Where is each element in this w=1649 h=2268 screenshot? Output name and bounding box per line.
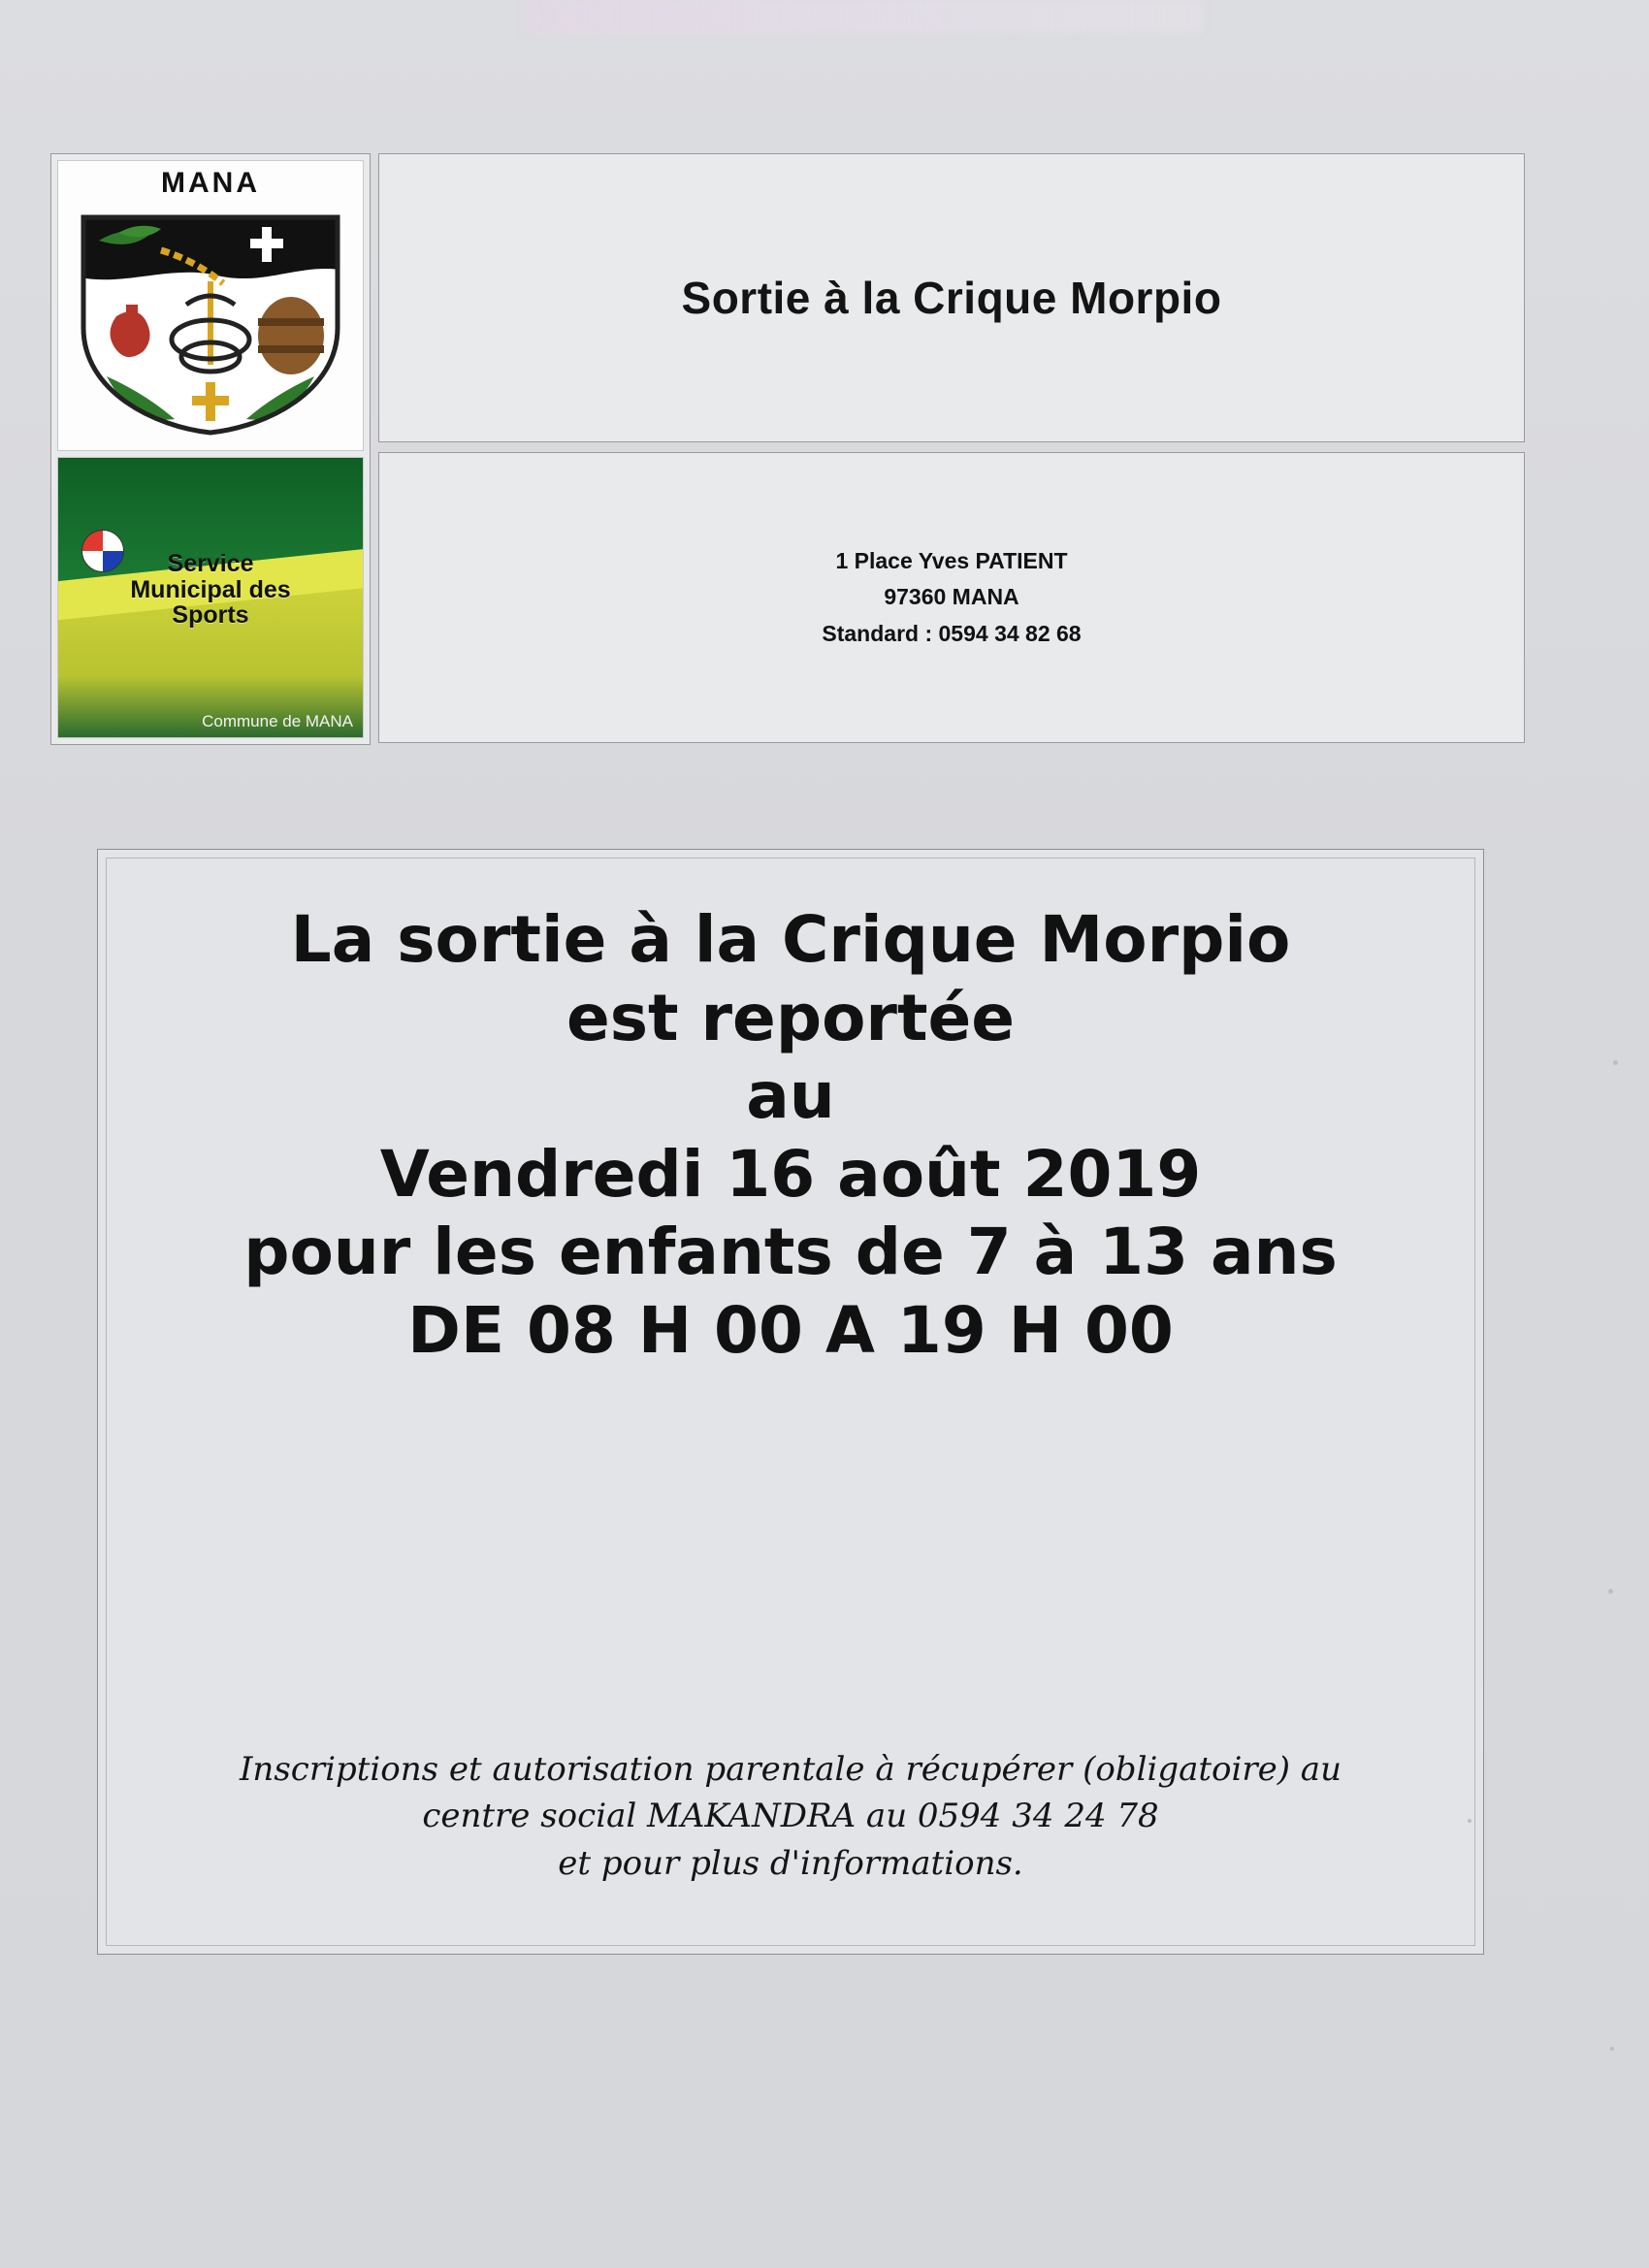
headline-line: pour les enfants de 7 à 13 ans (243, 1215, 1338, 1290)
address-line: Standard : 0594 34 82 68 (822, 620, 1082, 646)
spacer (146, 1370, 1436, 1746)
logo-commune: Commune de MANA (202, 712, 353, 730)
logo-line-2: Municipal des (130, 575, 291, 603)
header-right (378, 153, 1525, 745)
headline-line: Vendredi 16 août 2019 (379, 1136, 1202, 1212)
title-cell (378, 153, 1525, 442)
scan-speck (1613, 1060, 1618, 1065)
page-title: Sortie à la Crique Morpio (681, 273, 1222, 323)
logo-line-3: Sports (172, 601, 249, 629)
headline-line: La sortie à la Crique Morpio (290, 902, 1291, 977)
footnote (146, 1746, 1436, 1887)
address-line: 97360 MANA (884, 584, 1019, 610)
notice-inner (106, 858, 1475, 1946)
address-line: 1 Place Yves PATIENT (835, 548, 1068, 574)
notice-box (97, 849, 1484, 1955)
headline-line: est reportée (566, 980, 1016, 1055)
shield-icon (72, 211, 349, 437)
footnote-line: Inscriptions et autorisation parentale à récupérer (obligatoire) au (240, 1750, 1342, 1790)
logo-text (58, 551, 363, 629)
address-cell (378, 452, 1525, 743)
logo-line-1: Service (167, 550, 254, 577)
scan-speck (1468, 1819, 1471, 1823)
scan-tint (524, 0, 1203, 33)
scan-speck (1608, 1589, 1613, 1594)
scan-speck (1610, 2047, 1614, 2051)
footnote-line: et pour plus d'informations. (558, 1843, 1023, 1883)
logo-cell (50, 153, 371, 745)
header-block (50, 153, 1525, 745)
service-sports-logo (57, 457, 364, 738)
crest-title: MANA (161, 167, 260, 199)
mana-crest (57, 160, 364, 451)
headline-line: au (746, 1058, 835, 1134)
footnote-line: centre social MAKANDRA au 0594 34 24 78 (422, 1797, 1159, 1836)
headline-line: DE 08 H 00 A 19 H 00 (407, 1292, 1174, 1368)
